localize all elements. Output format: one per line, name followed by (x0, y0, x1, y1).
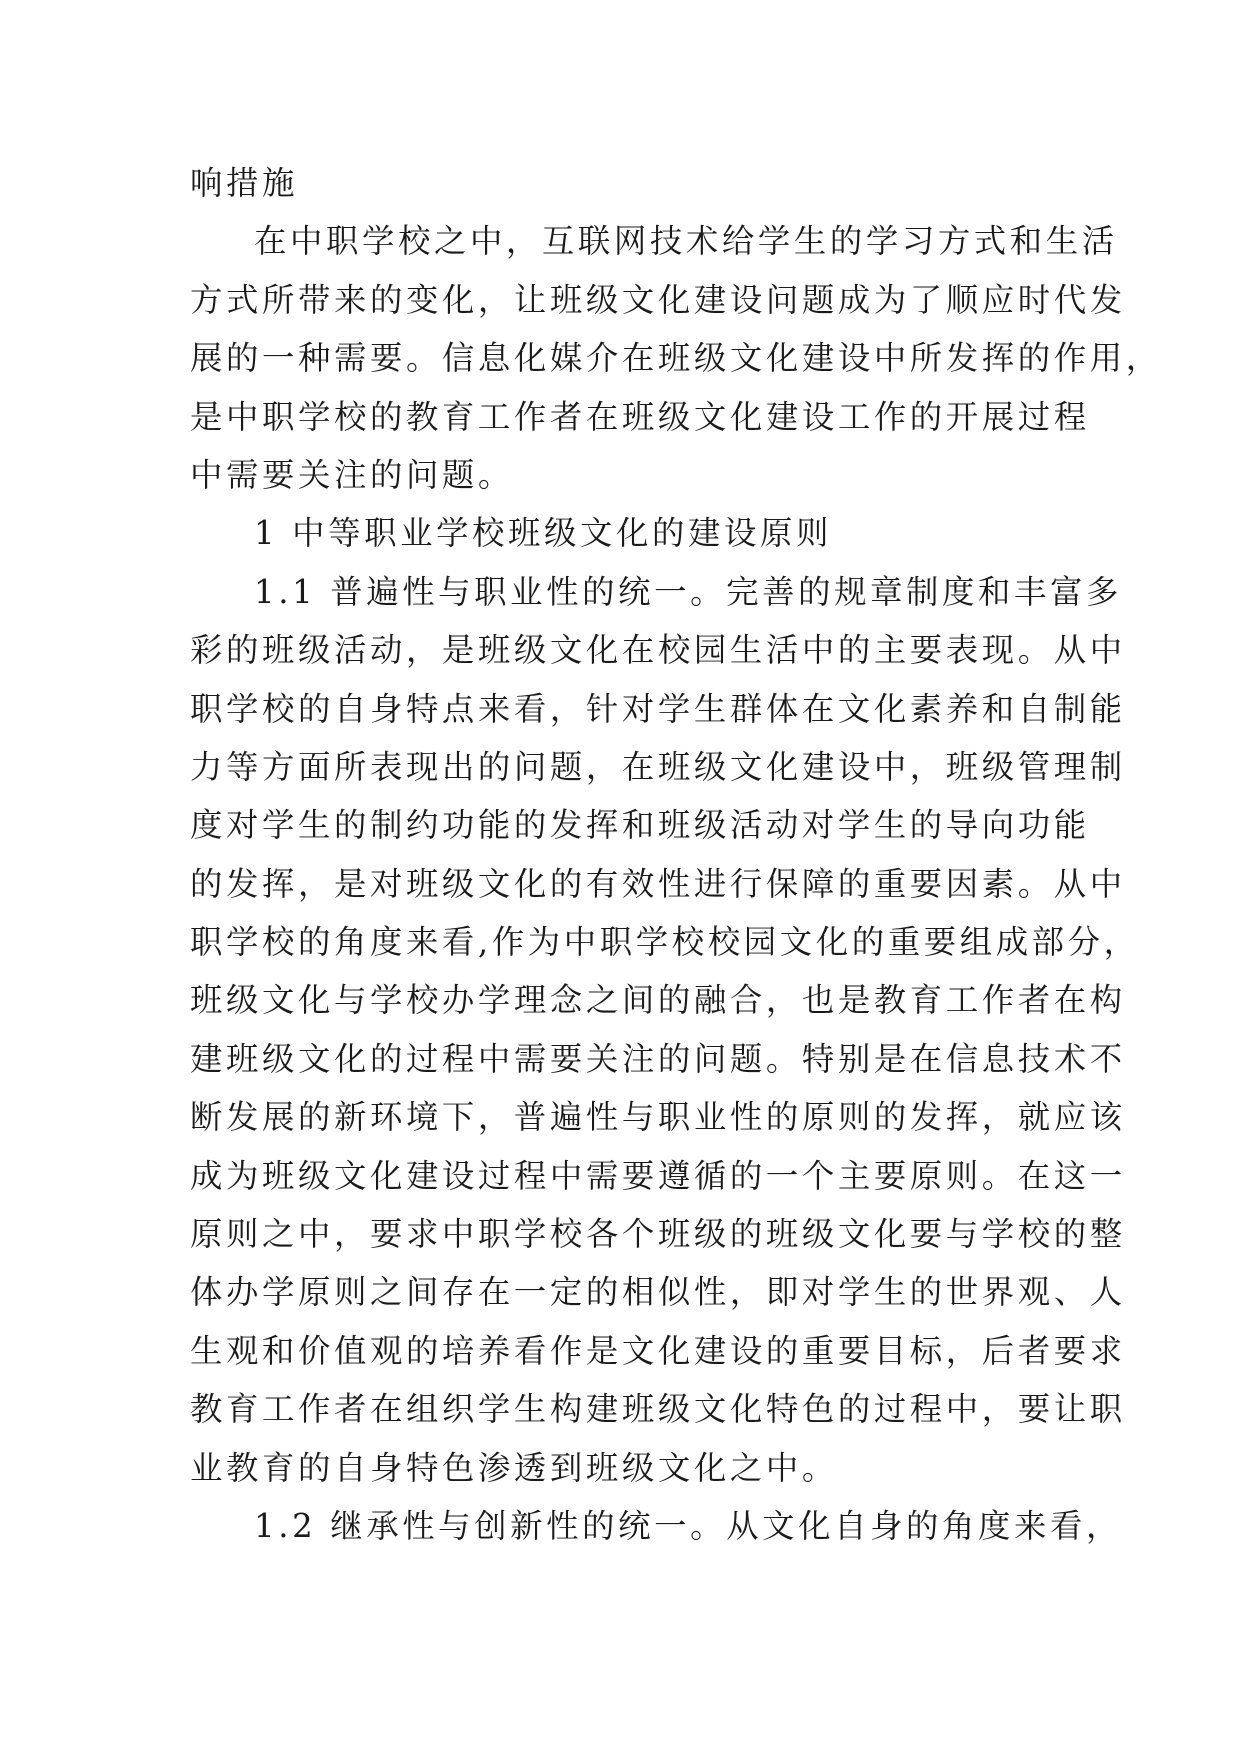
text-line: 中需要关注的问题。 (190, 455, 514, 494)
text-line: 职学校的角度来看,作为中职学校校园文化的重要组成部分， (190, 923, 1140, 962)
text-line: 成为班级文化建设过程中需要遵循的一个主要原则。在这一 (190, 1156, 1126, 1195)
text-line: 响措施 (190, 164, 298, 202)
text-line: 1 中等职业学校班级文化的建设原则 (254, 514, 832, 553)
text-line: 在中职学校之中，互联网技术给学生的学习方式和生活 (254, 222, 1118, 261)
paragraph-1-2 (190, 1497, 1123, 1555)
text-line: 班级文化与学校办学理念之间的融合，也是教育工作者在构 (190, 981, 1126, 1020)
text-line: 断发展的新环境下，普遍性与职业性的原则的发挥，就应该 (190, 1098, 1126, 1137)
text-line: 体办学原则之间存在一定的相似性，即对学生的世界观、人 (190, 1273, 1126, 1312)
text-line: 业教育的自身特色渗透到班级文化之中。 (190, 1448, 838, 1487)
text-line: 是中职学校的教育工作者在班级文化建设工作的开展过程 (190, 397, 1090, 436)
text-line: 1.2 继承性与创新性的统一。从文化自身的角度来看， (254, 1506, 1123, 1545)
text-line: 1.1 普遍性与职业性的统一。完善的规章制度和丰富多 (254, 572, 1123, 611)
text-line: 建班级文化的过程中需要关注的问题。特别是在信息技术不 (190, 1039, 1126, 1078)
text-line: 原则之中，要求中职学校各个班级的班级文化要与学校的整 (190, 1215, 1126, 1254)
paragraph-1-1 (190, 563, 1140, 1497)
text-line: 职学校的自身特点来看，针对学生群体在文化素养和自制能 (190, 689, 1126, 728)
text-line: 彩的班级活动，是班级文化在校园生活中的主要表现。从中 (190, 631, 1126, 670)
text-line: 力等方面所表现出的问题，在班级文化建设中，班级管理制 (190, 747, 1126, 786)
text-line: 生观和价值观的培养看作是文化建设的重要目标，后者要求 (190, 1331, 1126, 1370)
text-line: 方式所带来的变化，让班级文化建设问题成为了顺应时代发 (190, 280, 1126, 319)
text-line: 度对学生的制约功能的发挥和班级活动对学生的导向功能 (190, 806, 1090, 845)
text-line: 教育工作者在组织学生构建班级文化特色的过程中，要让职 (190, 1390, 1126, 1429)
body-text (190, 154, 1162, 1555)
text-line: 的发挥，是对班级文化的有效性进行保障的重要因素。从中 (190, 864, 1126, 903)
text-line: 展的一种需要。信息化媒介在班级文化建设中所发挥的作用， (190, 339, 1162, 378)
section-heading (190, 504, 1052, 562)
paragraph-continuation (190, 154, 1052, 212)
paragraph-intro (190, 212, 1162, 504)
